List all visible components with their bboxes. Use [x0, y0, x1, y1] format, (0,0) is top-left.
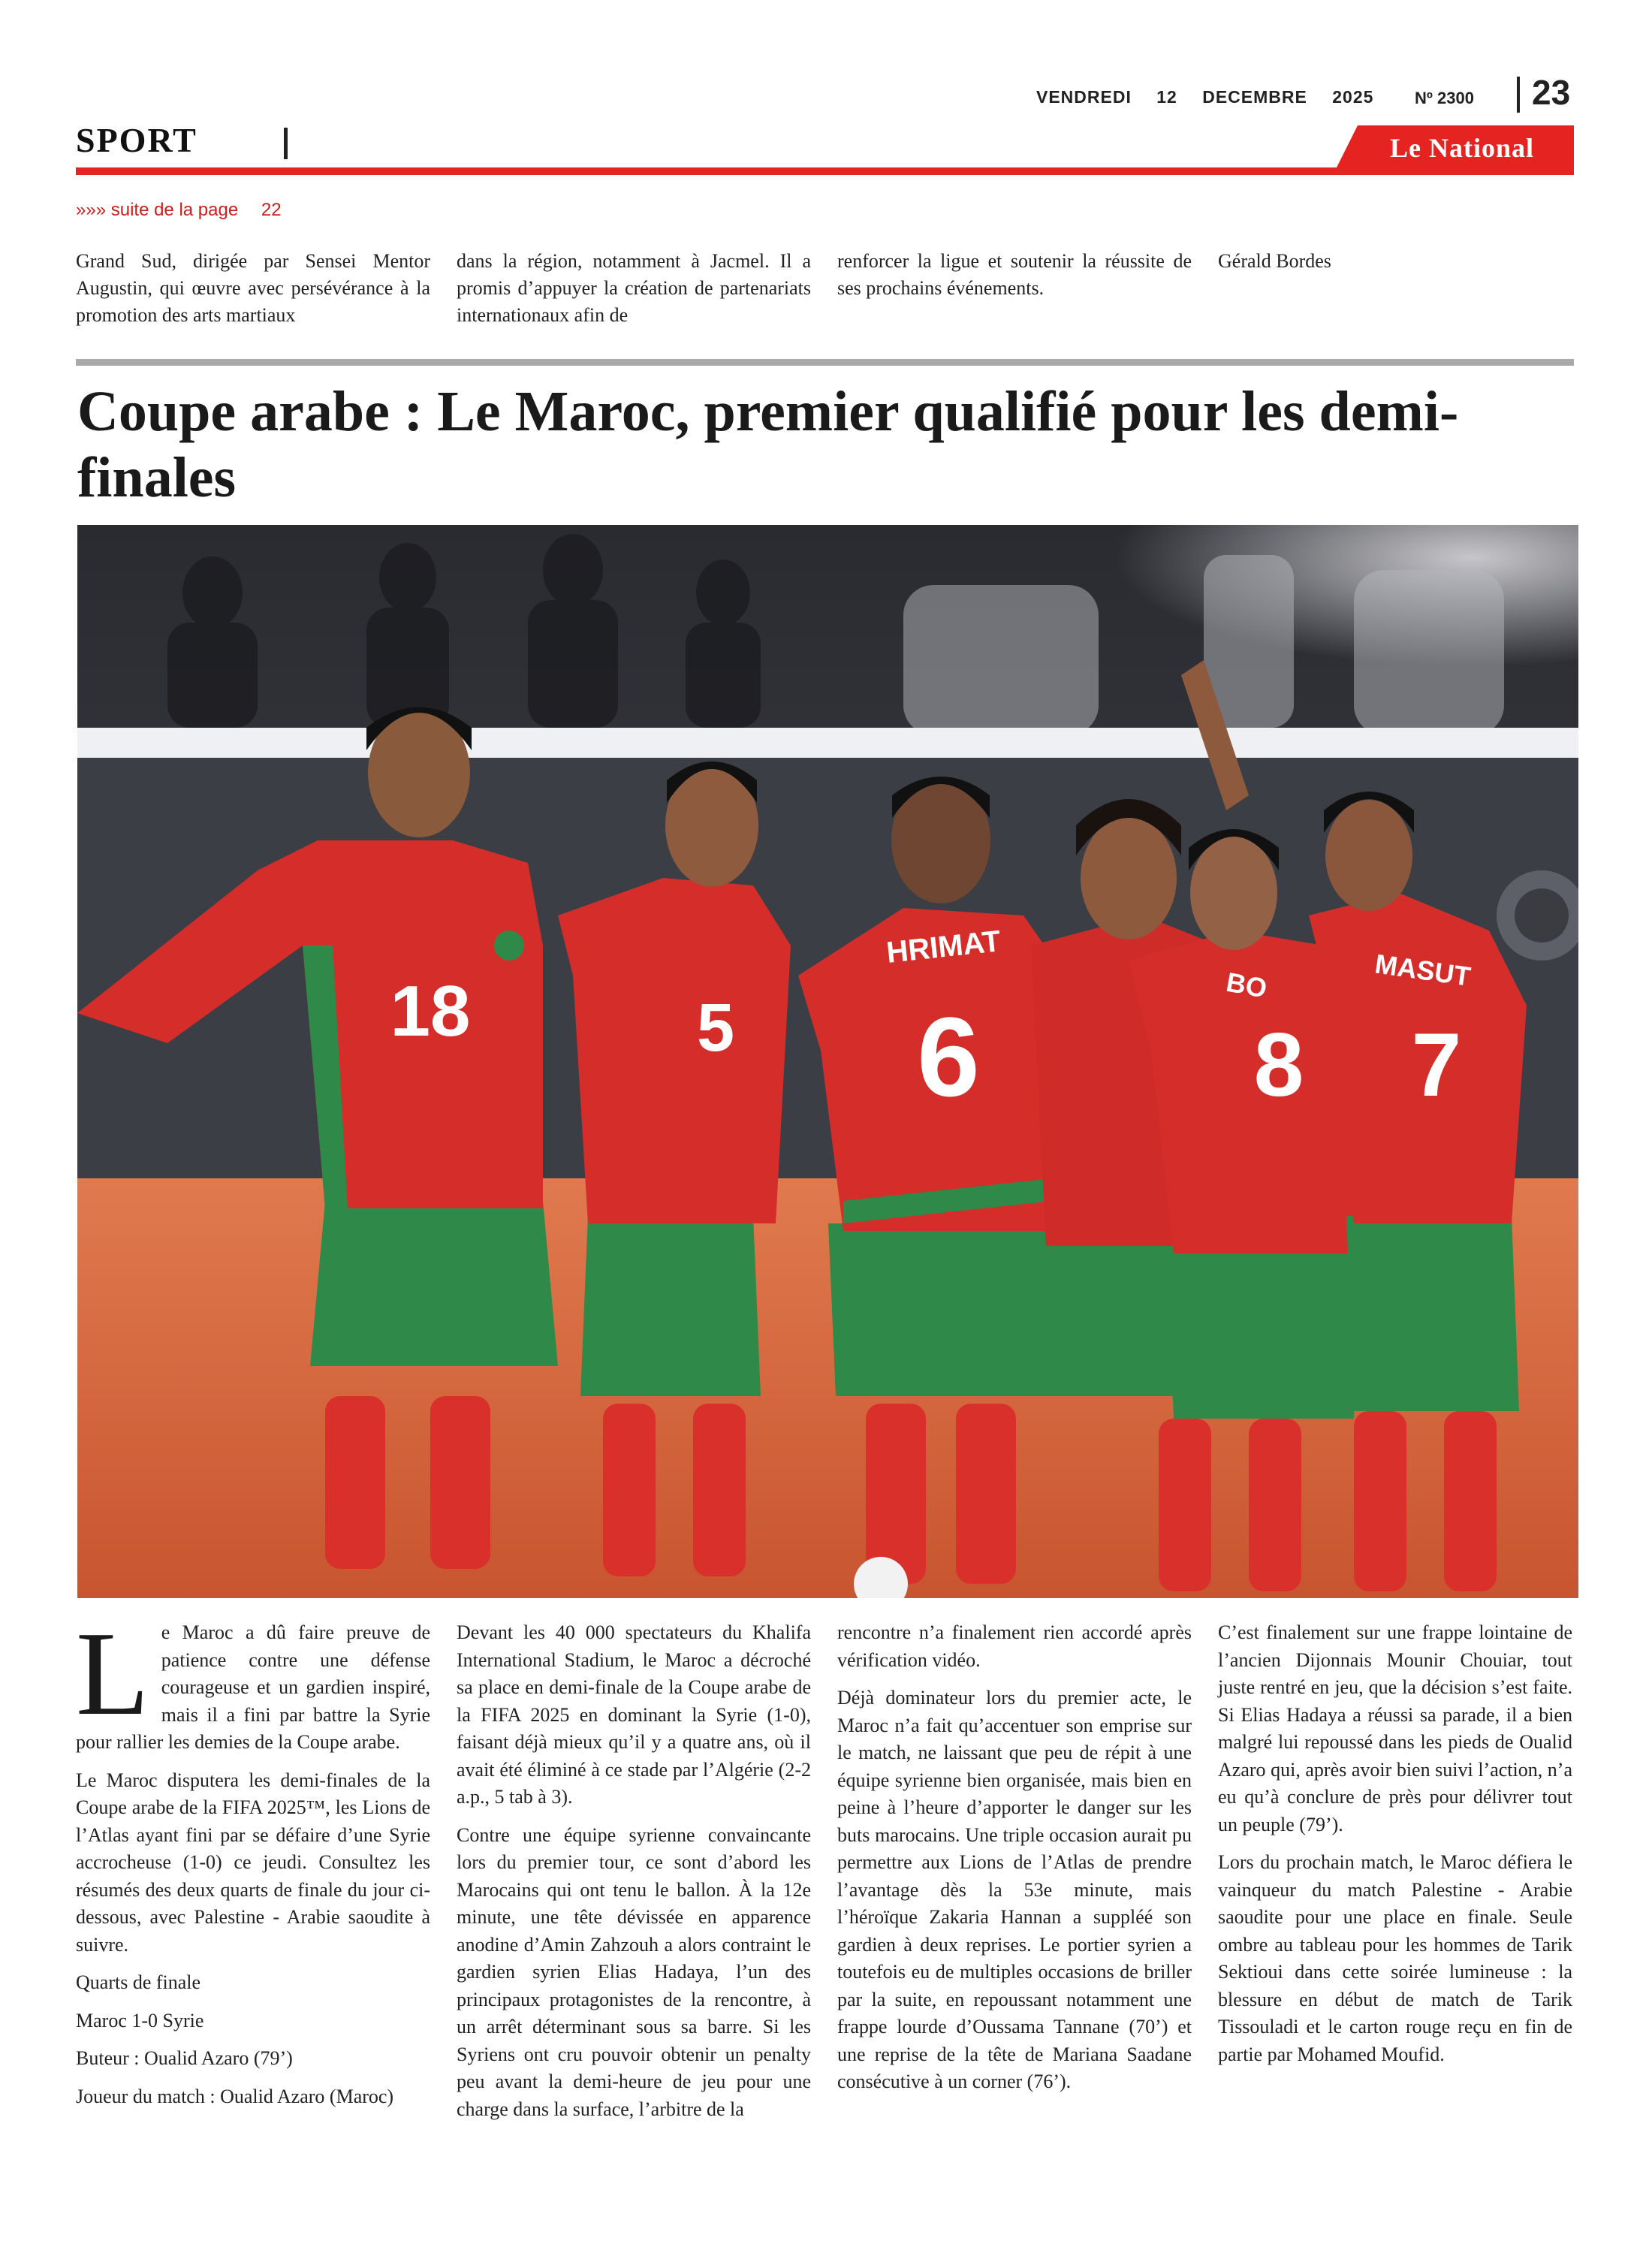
header-divider [1517, 77, 1520, 113]
jersey-number-5: 5 [696, 991, 735, 1066]
article-paragraph: Déjà dominateur lors du premier acte, le Maroc n’a fait qu’accentuer son emprise sur le match, ne laissant que peu de répit à une équipe syrienne bien organisée, mais bien en peine à l’heure d’apporter le danger sur les buts marocains. Une triple occasion aurait pu permettre aux Lions de l’Atlas de prendre l’avantage dès la 53e minute, mais l’héroïque Zakaria Hannan a suppléé son gardien à deux reprises. Le portier syrien a toutefois eu de multiples occasions de briller par la suite, en repoussant notamment une frappe lourde d’Oussama Tannane (70’) et une reprise de la tête de Mariana Saadane consécutive à un corner (76’). [837, 1687, 1192, 2092]
continuation-label: suite de la page [110, 200, 239, 220]
issue-month: DECEMBRE [1202, 87, 1307, 107]
section-divider [284, 128, 288, 159]
article-separator [76, 359, 1574, 366]
jersey-name-hrimat: HRIMAT [885, 924, 1002, 970]
article-photo [77, 525, 1578, 1598]
previous-article-col-1: Grand Sud, dirigée par Sensei Mentor Augustin, qui œuvre avec persévérance à la promotion des arts martiaux [76, 250, 430, 326]
continuation-page: 22 [261, 200, 282, 220]
article-col-2 [457, 1619, 811, 2134]
article-paragraph: C’est finalement sur une frappe lointaine de l’ancien Dijonnais Mounir Chouiar, tout juste rentré en jeu, que la décision s’est faite. Si Elias Hadaya a réussi sa parade, il a bien malgré lui repoussé dans les pieds de Oualid Azaro qui, après avoir bien suivi l’action, n’a eu qu’à conclure de près pour délivrer tout un peuple (79’). [1218, 1621, 1572, 1835]
jersey-number-6: 6 [917, 994, 980, 1120]
continuation-note [76, 200, 282, 221]
issue-year: 2025 [1332, 87, 1374, 107]
match-stage: Quarts de finale [76, 1971, 201, 1993]
jersey-number-7: 7 [1411, 1015, 1462, 1115]
article-col-4 [1218, 1619, 1572, 2079]
jersey-name-masut: MASUT [1373, 948, 1473, 992]
article-col-1 [76, 1606, 430, 2121]
article-paragraph: rencontre n’a finalement rien accordé après vérification vidéo. [837, 1621, 1192, 1671]
dropcap: L [76, 1606, 149, 1740]
page-number: 23 [1532, 73, 1571, 112]
article-paragraph: Contre une équipe syrienne convaincante lors du premier tour, ce sont d’abord les Marocains qui ont tenu le ballon. À la 12e minute, une tête dévissée en apparence anodine d’Amin Zahzouh a alors contraint le gardien syrien Elias Hadaya, l’un des principaux protagonistes de la rencontre, à un arrêt déterminant sous sa barre. Si les Syriens ont cru pouvoir obtenir un penalty peu avant la demi-heure de jeu pour une charge dans la surface, l’arbitre de la [457, 1823, 811, 2120]
jersey-number-18: 18 [390, 971, 471, 1051]
previous-article-col-2: dans la région, notamment à Jacmel. Il a promis d’appuyer la création de partenariats internationaux afin de [457, 250, 811, 326]
previous-article-col-3: renforcer la ligue et soutenir la réussite de ses prochains événements. [837, 250, 1192, 299]
article-paragraph: Devant les 40 000 spectateurs du Khalifa International Stadium, le Maroc a décroché sa place en demi-finale de la Coupe arabe de la FIFA 2025 en dominant la Syrie (1-0), faisant déjà mieux qu’il y a quatre ans, où il avait été éliminé à ce stade par l’Algérie (2-2 a.p., 5 tab à 3). [457, 1621, 811, 1808]
headline: Coupe arabe : Le Maroc, premier qualifié pour les demi-finales [77, 380, 1459, 509]
brand-name: Le National [1389, 133, 1534, 163]
man-of-the-match: Joueur du match : Oualid Azaro (Maroc) [76, 2085, 394, 2107]
match-scorer: Buteur : Oualid Azaro (79’) [76, 2047, 293, 2069]
header-rule [76, 167, 1574, 175]
article-col-3 [837, 1619, 1192, 2107]
article-paragraph: Lors du prochain match, le Maroc défiera le vainqueur du match Palestine - Arabie saoudite pour une place en finale. Seule ombre au tableau pour les hommes de Tarik Sektioui dans cette soirée lumineuse : la blessure en début de match de Tarik Tissouladi et le carton rouge reçu en fin de partie par Mohamed Moufid. [1218, 1851, 1572, 2065]
issue-number: Nº 2300 [1415, 89, 1474, 107]
issue-date [1036, 87, 1393, 107]
section-name: SPORT [76, 121, 197, 159]
lead-text: e Maroc a dû faire preuve de patience contre une défense courageuse et un gardien inspiré, mais il a fini par battre la Syrie pour rallier les demies de la Coupe arabe. [76, 1621, 430, 1753]
previous-article-signature: Gérald Bordes [1218, 250, 1331, 272]
match-score: Maroc 1-0 Syrie [76, 2009, 204, 2031]
lead-paragraph [76, 1606, 430, 1757]
issue-date-number: 12 [1156, 87, 1177, 107]
jersey-number-8: 8 [1253, 1015, 1304, 1115]
jersey-name-bo: BO [1224, 966, 1270, 1004]
article-paragraph: Le Maroc disputera les demi-finales de la Coupe arabe de la FIFA 2025™, les Lions de l’Atlas ayant fini par se défaire d’une Syrie accrocheuse (1-0) ce jeudi. Consultez les résumés des deux quarts de finale du jour ci-dessous, avec Palestine - Arabie saoudite à suivre. [76, 1769, 430, 1956]
issue-day: VENDREDI [1036, 87, 1132, 107]
continuation-marker: »»» [76, 200, 107, 220]
